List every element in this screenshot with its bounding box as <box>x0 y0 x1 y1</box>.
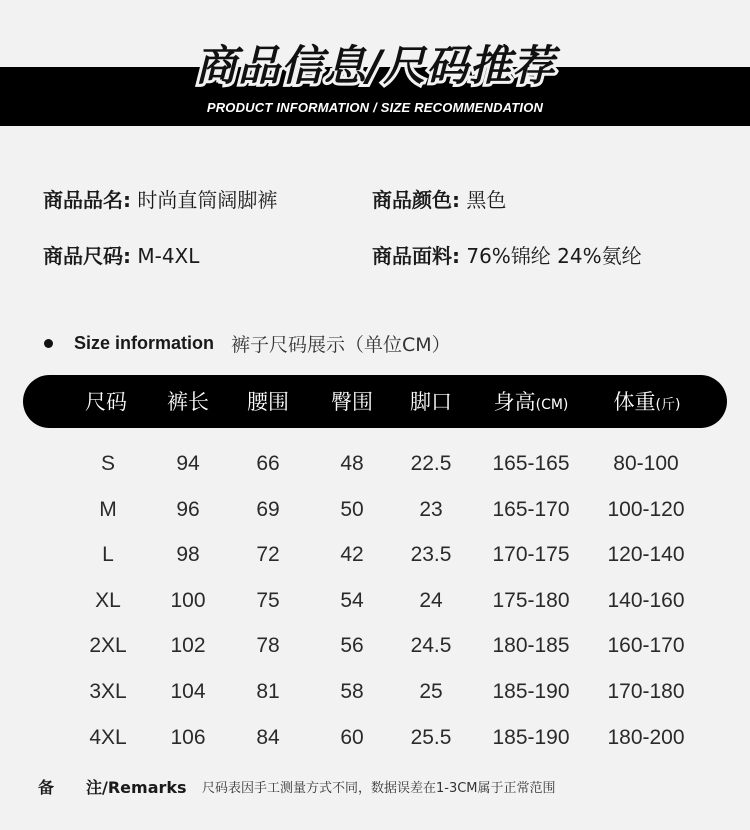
table-cell-weight: 180-200 <box>607 726 685 749</box>
size-heading-en: Size information <box>74 332 215 353</box>
table-cell-size: M <box>99 498 117 521</box>
table-header-size: 尺码 <box>85 390 127 414</box>
table-cell-waist: 66 <box>256 452 280 475</box>
table-header-leg-opening: 脚口 <box>410 390 452 414</box>
product-fabric-label: 商品面料: <box>372 244 460 268</box>
table-cell-waist: 81 <box>256 680 280 703</box>
product-color-value: 黑色 <box>466 188 507 212</box>
table-cell-weight: 160-170 <box>607 634 685 657</box>
table-cell-leg-opening: 25.5 <box>410 726 452 749</box>
header-title-box <box>150 33 600 93</box>
remarks-text: 尺码表因手工测量方式不同，数据误差在1-3CM属于正常范围 <box>202 781 556 796</box>
product-name-label: 商品品名: <box>43 188 131 212</box>
table-cell-height: 180-185 <box>492 634 570 657</box>
table-cell-leg-opening: 25 <box>419 680 443 703</box>
table-cell-height: 165-170 <box>492 498 570 521</box>
product-fabric-value: 76%锦纶 24%氨纶 <box>466 244 642 268</box>
table-cell-size: 4XL <box>89 726 127 749</box>
table-cell-hip: 50 <box>340 498 364 521</box>
product-name <box>43 184 277 213</box>
table-cell-hip: 42 <box>340 543 364 566</box>
remarks-label-1: 备 <box>38 778 55 797</box>
table-cell-weight: 140-160 <box>607 589 685 612</box>
table-cell-height: 165-165 <box>492 452 570 475</box>
product-size <box>43 240 199 269</box>
table-cell-size: XL <box>95 589 121 612</box>
product-color-label: 商品颜色: <box>372 188 460 212</box>
table-cell-waist: 84 <box>256 726 280 749</box>
table-cell-height: 175-180 <box>492 589 570 612</box>
table-cell-length: 96 <box>176 498 200 521</box>
weight-unit: (斤) <box>655 397 681 413</box>
table-cell-length: 100 <box>170 589 206 612</box>
table-cell-leg-opening: 24 <box>419 589 443 612</box>
table-cell-length: 104 <box>170 680 206 703</box>
table-header-waist: 腰围 <box>247 390 289 414</box>
table-cell-length: 106 <box>170 726 206 749</box>
table-cell-size: 2XL <box>89 634 127 657</box>
table-cell-hip: 54 <box>340 589 364 612</box>
table-cell-height: 170-175 <box>492 543 570 566</box>
table-header-height: 身高(CM) <box>493 390 569 414</box>
product-name-value: 时尚直筒阔脚裤 <box>137 188 278 212</box>
table-cell-weight: 120-140 <box>607 543 685 566</box>
bullet-dot-icon <box>44 339 53 348</box>
height-unit: (CM) <box>535 397 569 413</box>
table-cell-hip: 58 <box>340 680 364 703</box>
table-cell-waist: 78 <box>256 634 280 657</box>
table-cell-height: 185-190 <box>492 680 570 703</box>
table-cell-weight: 80-100 <box>613 452 679 475</box>
table-cell-height: 185-190 <box>492 726 570 749</box>
size-heading <box>44 329 451 357</box>
product-size-label: 商品尺码: <box>43 244 131 268</box>
table-header-length: 裤长 <box>167 390 209 414</box>
product-fabric <box>372 240 642 269</box>
table-cell-length: 94 <box>176 452 200 475</box>
table-cell-leg-opening: 24.5 <box>410 634 452 657</box>
table-cell-size: L <box>102 543 114 566</box>
table-cell-leg-opening: 23.5 <box>410 543 452 566</box>
table-cell-waist: 69 <box>256 498 280 521</box>
table-cell-waist: 72 <box>256 543 280 566</box>
table-cell-size: 3XL <box>89 680 127 703</box>
table-cell-hip: 56 <box>340 634 364 657</box>
size-heading-cn: 裤子尺码展示（单位CM） <box>231 333 451 356</box>
table-cell-hip: 48 <box>340 452 364 475</box>
product-size-value: M-4XL <box>137 244 200 268</box>
table-cell-hip: 60 <box>340 726 364 749</box>
page-subtitle: PRODUCT INFORMATION / SIZE RECOMMENDATION <box>206 100 544 115</box>
table-cell-size: S <box>100 452 116 475</box>
table-header-weight: 体重(斤) <box>613 390 681 414</box>
table-cell-leg-opening: 23 <box>419 498 443 521</box>
table-cell-weight: 170-180 <box>607 680 685 703</box>
table-cell-waist: 75 <box>256 589 280 612</box>
remarks-label-2: 注/Remarks <box>86 778 187 797</box>
table-cell-length: 98 <box>176 543 200 566</box>
product-color <box>372 184 506 213</box>
table-cell-weight: 100-120 <box>607 498 685 521</box>
table-header-hip: 臀围 <box>331 390 373 414</box>
page-title: 商品信息/尺码推荐 <box>194 41 556 90</box>
table-cell-leg-opening: 22.5 <box>410 452 452 475</box>
table-cell-length: 102 <box>170 634 206 657</box>
